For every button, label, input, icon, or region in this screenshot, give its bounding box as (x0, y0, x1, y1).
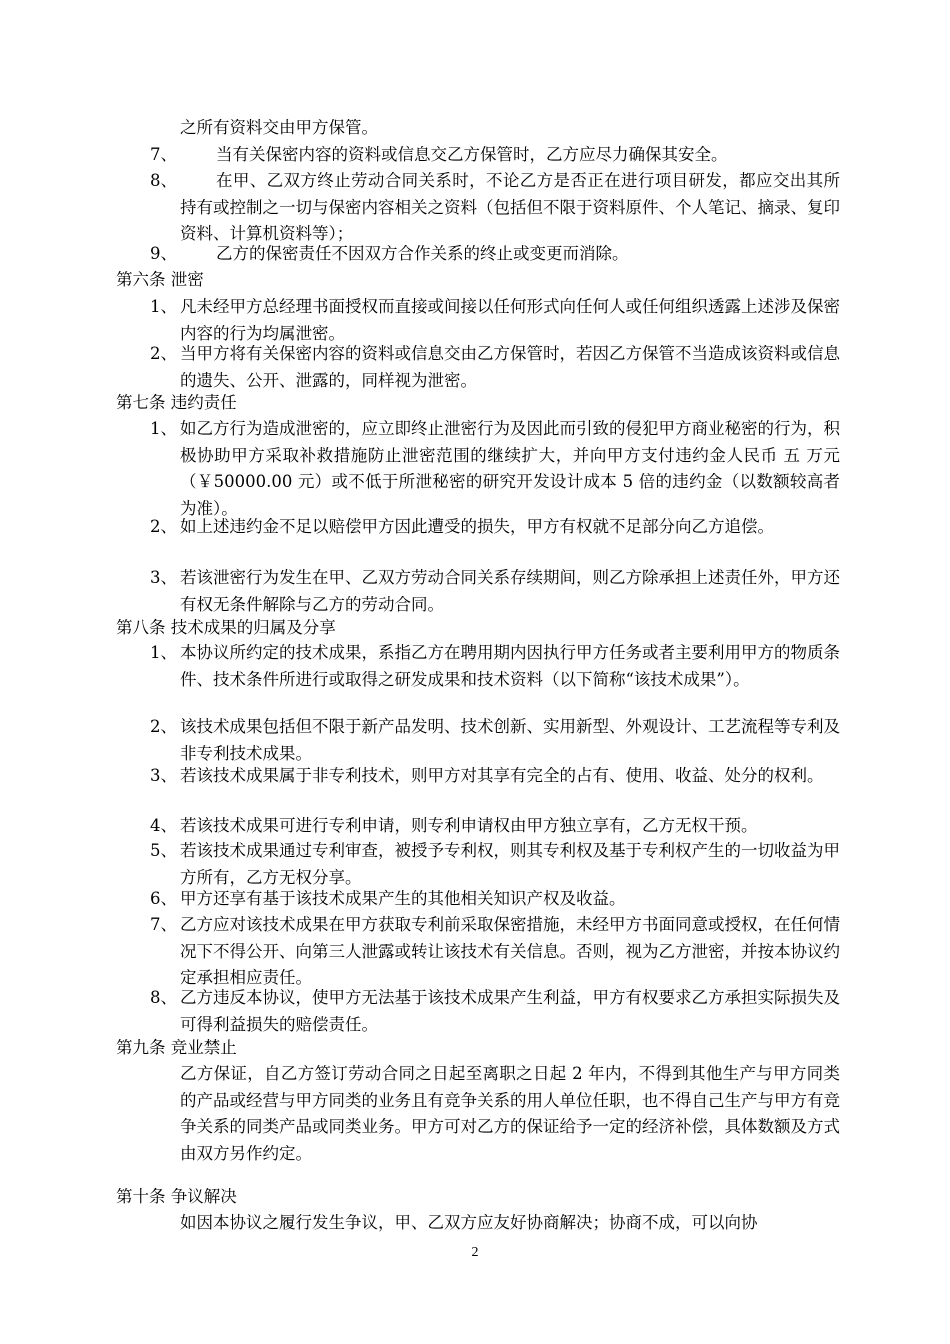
list-item (150, 294, 840, 347)
list-item-text: 乙方违反本协议，使甲方无法基于该技术成果产生利益，甲方有权要求乙方承担实际损失及可得利益损失的赔偿责任。 (180, 988, 840, 1034)
list-item (150, 640, 840, 693)
list-item-number: 8、 (150, 988, 177, 1007)
list-item-number: 8、 (150, 171, 177, 190)
list-item-number: 2、 (150, 517, 177, 536)
continuation-line: 之所有资料交由甲方保管。 (180, 118, 378, 137)
article-6-heading: 第六条 泄密 (116, 270, 204, 289)
list-item-text: 如上述违约金不足以赔偿甲方因此遭受的损失，甲方有权就不足部分向乙方追偿。 (180, 517, 774, 536)
list-item-text: 在甲、乙双方终止劳动合同关系时，不论乙方是否正在进行项目研发，都应交出其所持有或控制之一切与保密内容相关之资料（包括但不限于资料原件、个人笔记、摘录、复印资料、计算机资料等）； (180, 171, 840, 244)
list-item (150, 985, 840, 1038)
list-item (150, 168, 840, 248)
list-item-text: 甲方还享有基于该技术成果产生的其他相关知识产权及收益。 (180, 889, 626, 908)
list-item (150, 142, 840, 169)
article-10-body: 如因本协议之履行发生争议，甲、乙双方应友好协商解决；协商不成，可以向协 (180, 1213, 758, 1232)
list-item-text: 若该技术成果可进行专利申请，则专利申请权由甲方独立享有，乙方无权干预。 (180, 816, 758, 835)
list-item-number: 5、 (150, 841, 177, 860)
list-item-number: 1、 (150, 419, 177, 438)
article-10-heading: 第十条 争议解决 (116, 1187, 237, 1206)
article-8-heading: 第八条 技术成果的归属及分享 (116, 618, 336, 637)
list-item-number: 1、 (150, 643, 177, 662)
list-item-number: 4、 (150, 816, 177, 835)
list-item-number: 2、 (150, 344, 177, 363)
list-item-number: 9、 (150, 244, 177, 263)
article-7-heading: 第七条 违约责任 (116, 393, 237, 412)
list-item (150, 886, 840, 913)
list-item-text: 当有关保密内容的资料或信息交乙方保管时，乙方应尽力确保其安全。 (216, 145, 728, 164)
list-item-number: 2、 (150, 717, 177, 736)
page-number: 2 (471, 1245, 479, 1260)
list-item (150, 763, 840, 790)
list-item-text: 乙方应对该技术成果在甲方获取专利前采取保密措施，未经甲方书面同意或授权，在任何情况下不得公开、向第三人泄露或转让该技术有关信息。否则，视为乙方泄密，并按本协议约定承担相应责任。 (180, 915, 840, 988)
list-item-number: 1、 (150, 297, 177, 316)
list-item (150, 416, 840, 522)
list-item-text: 当甲方将有关保密内容的资料或信息交由乙方保管时，若因乙方保管不当造成该资料或信息的遗失、公开、泄露的，同样视为泄密。 (180, 344, 840, 390)
list-item (150, 912, 840, 992)
article-9-heading: 第九条 竞业禁止 (116, 1038, 237, 1057)
list-item-number: 3、 (150, 568, 177, 587)
list-item-text: 乙方的保密责任不因双方合作关系的终止或变更而消除。 (216, 244, 629, 263)
list-item-number: 7、 (150, 915, 177, 934)
list-item-number: 7、 (150, 145, 177, 164)
list-item (150, 565, 840, 618)
list-item-text: 该技术成果包括但不限于新产品发明、技术创新、实用新型、外观设计、工艺流程等专利及非专利技术成果。 (180, 717, 840, 763)
list-item-number: 6、 (150, 889, 177, 908)
list-item-text: 如乙方行为造成泄密的，应立即终止泄密行为及因此而引致的侵犯甲方商业秘密的行为，积极协助甲方采取补救措施防止泄密范围的继续扩大，并向甲方支付违约金人民币 五 万元（￥50000.00 元）或不低于所泄秘密的研究开发设计成本 5 倍的违约金（以数额较高者为准）。 (180, 419, 840, 518)
list-item-text: 若该技术成果通过专利审查，被授予专利权，则其专利权及基于专利权产生的一切收益为甲方所有，乙方无权分享。 (180, 841, 840, 887)
list-item (150, 813, 840, 840)
list-item-text: 本协议所约定的技术成果，系指乙方在聘用期内因执行甲方任务或者主要利用甲方的物质条件、技术条件所进行或取得之研发成果和技术资料（以下简称“该技术成果”）。 (180, 643, 840, 689)
list-item-text: 若该技术成果属于非专利技术，则甲方对其享有完全的占有、使用、收益、处分的权利。 (180, 766, 824, 785)
list-item-text: 凡未经甲方总经理书面授权而直接或间接以任何形式向任何人或任何组织透露上述涉及保密内容的行为均属泄密。 (180, 297, 840, 343)
list-item (150, 714, 840, 767)
list-item-number: 3、 (150, 766, 177, 785)
list-item-text: 若该泄密行为发生在甲、乙双方劳动合同关系存续期间，则乙方除承担上述责任外，甲方还有权无条件解除与乙方的劳动合同。 (180, 568, 840, 614)
article-9-body: 乙方保证，自乙方签订劳动合同之日起至离职之日起 2 年内，不得到其他生产与甲方同类的产品或经营与甲方同类的业务且有竞争关系的用人单位任职，也不得自己生产与甲方有竞争关系的同类产品或同类业务。甲方可对乙方的保证给予一定的经济补偿，具体数额及方式由双方另作约定。 (180, 1064, 840, 1163)
list-item (150, 241, 840, 268)
list-item (150, 838, 840, 891)
list-item (150, 514, 840, 541)
list-item (150, 341, 840, 394)
